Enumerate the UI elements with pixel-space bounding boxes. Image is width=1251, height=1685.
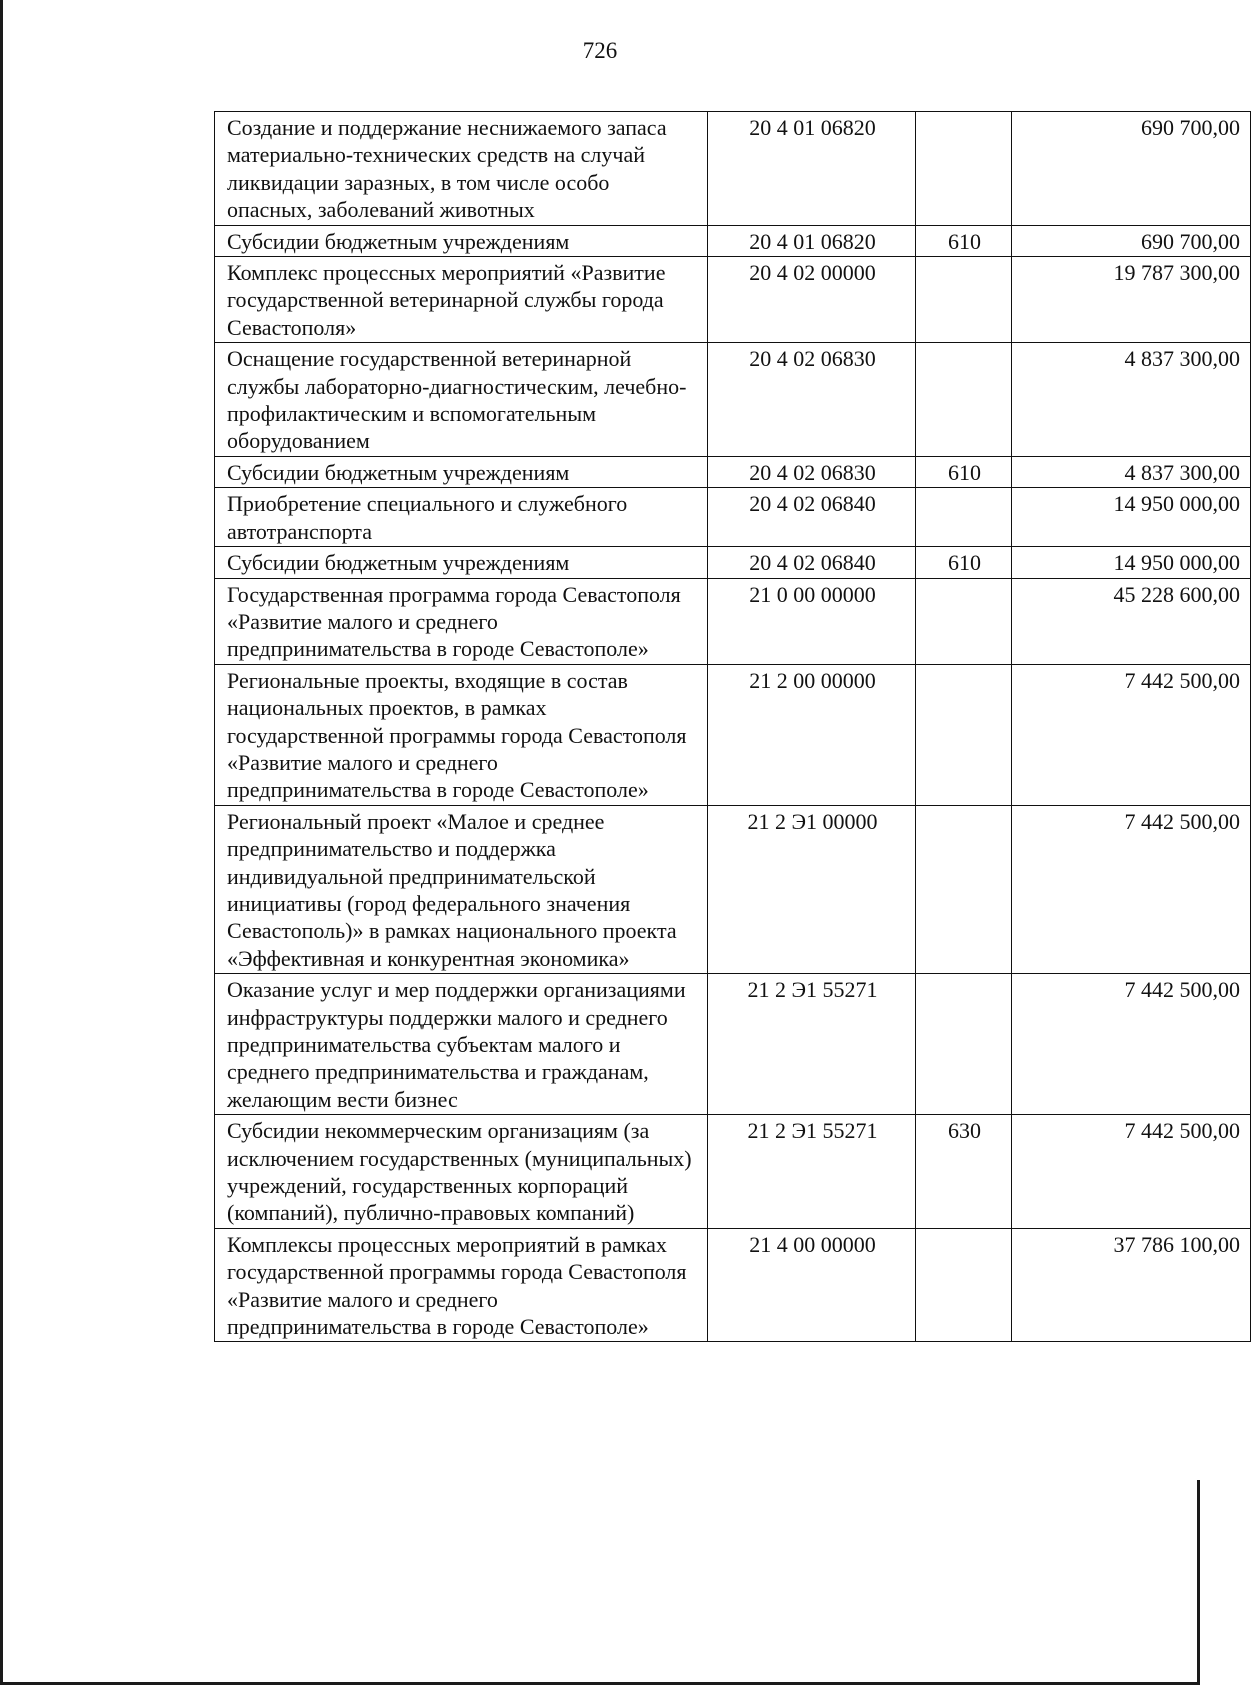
row-code: 21 2 00 00000 <box>708 664 916 805</box>
table-row <box>215 1115 1251 1229</box>
row-amount: 7 442 500,00 <box>1012 664 1251 805</box>
row-code: 20 4 01 06820 <box>708 225 916 256</box>
row-expense-type <box>916 664 1012 805</box>
row-expense-type <box>916 257 1012 343</box>
row-expense-type: 610 <box>916 225 1012 256</box>
row-amount: 690 700,00 <box>1012 112 1251 226</box>
budget-table-body <box>215 112 1251 1342</box>
row-code: 21 2 Э1 00000 <box>708 805 916 973</box>
row-amount: 14 950 000,00 <box>1012 488 1251 547</box>
row-name: Субсидии некоммерческим организациям (за исключением государственных (муниципальных) учреждений, государственных корпораций (компаний), публично-правовых компаний) <box>215 1115 708 1229</box>
table-row <box>215 547 1251 578</box>
table-row <box>215 343 1251 457</box>
row-amount: 45 228 600,00 <box>1012 578 1251 664</box>
row-expense-type: 610 <box>916 456 1012 487</box>
table-row <box>215 1228 1251 1342</box>
row-expense-type: 610 <box>916 547 1012 578</box>
row-name: Комплексы процессных мероприятий в рамках государственной программы города Севастополя «Развитие малого и среднего предпринимательства в городе Севастополе» <box>215 1228 708 1342</box>
row-name: Приобретение специального и служебного автотранспорта <box>215 488 708 547</box>
row-expense-type: 630 <box>916 1115 1012 1229</box>
scan-edge-left <box>0 0 3 1685</box>
row-expense-type <box>916 805 1012 973</box>
budget-table <box>214 111 1251 1342</box>
row-expense-type <box>916 488 1012 547</box>
table-row <box>215 488 1251 547</box>
row-code: 20 4 02 06840 <box>708 547 916 578</box>
row-name: Государственная программа города Севастополя «Развитие малого и среднего предпринимательства в городе Севастополе» <box>215 578 708 664</box>
row-code: 20 4 02 00000 <box>708 257 916 343</box>
row-code: 20 4 02 06830 <box>708 343 916 457</box>
scan-edge-right <box>1197 1480 1200 1685</box>
row-amount: 4 837 300,00 <box>1012 343 1251 457</box>
table-row <box>215 257 1251 343</box>
row-amount: 37 786 100,00 <box>1012 1228 1251 1342</box>
row-amount: 4 837 300,00 <box>1012 456 1251 487</box>
row-name: Субсидии бюджетным учреждениям <box>215 456 708 487</box>
row-name: Субсидии бюджетным учреждениям <box>215 225 708 256</box>
table-row <box>215 805 1251 973</box>
page-number: 726 <box>582 38 618 63</box>
row-code: 21 0 00 00000 <box>708 578 916 664</box>
row-name: Оказание услуг и мер поддержки организациями инфраструктуры поддержки малого и среднего предпринимательства субъектам малого и среднего предпринимательства и гражданам, желающим вести бизнес <box>215 974 708 1115</box>
row-name: Оснащение государственной ветеринарной службы лабораторно-диагностическим, лечебно-профилактическим и вспомогательным оборудованием <box>215 343 708 457</box>
row-name: Региональные проекты, входящие в состав национальных проектов, в рамках государственной программы города Севастополя «Развитие малого и среднего предпринимательства в городе Севастополе» <box>215 664 708 805</box>
row-expense-type <box>916 112 1012 226</box>
row-expense-type <box>916 343 1012 457</box>
row-code: 20 4 01 06820 <box>708 112 916 226</box>
table-row <box>215 112 1251 226</box>
row-code: 21 4 00 00000 <box>708 1228 916 1342</box>
row-amount: 690 700,00 <box>1012 225 1251 256</box>
table-row <box>215 225 1251 256</box>
row-amount: 7 442 500,00 <box>1012 974 1251 1115</box>
table-row <box>215 456 1251 487</box>
row-expense-type <box>916 974 1012 1115</box>
row-amount: 19 787 300,00 <box>1012 257 1251 343</box>
row-code: 21 2 Э1 55271 <box>708 974 916 1115</box>
table-row <box>215 974 1251 1115</box>
row-expense-type <box>916 1228 1012 1342</box>
row-expense-type <box>916 578 1012 664</box>
row-code: 20 4 02 06830 <box>708 456 916 487</box>
row-name: Комплекс процессных мероприятий «Развитие государственной ветеринарной службы города Севастополя» <box>215 257 708 343</box>
row-name: Субсидии бюджетным учреждениям <box>215 547 708 578</box>
row-amount: 7 442 500,00 <box>1012 1115 1251 1229</box>
table-row <box>215 664 1251 805</box>
table-row <box>215 578 1251 664</box>
row-name: Создание и поддержание неснижаемого запаса материально-технических средств на случай ликвидации заразных, в том числе особо опасных, заболеваний животных <box>215 112 708 226</box>
row-name: Региональный проект «Малое и среднее предпринимательство и поддержка индивидуальной предпринимательской инициативы (город федерального значения Севастополь)» в рамках национального проекта «Эффективная и конкурентная экономика» <box>215 805 708 973</box>
row-amount: 14 950 000,00 <box>1012 547 1251 578</box>
row-amount: 7 442 500,00 <box>1012 805 1251 973</box>
row-code: 21 2 Э1 55271 <box>708 1115 916 1229</box>
row-code: 20 4 02 06840 <box>708 488 916 547</box>
